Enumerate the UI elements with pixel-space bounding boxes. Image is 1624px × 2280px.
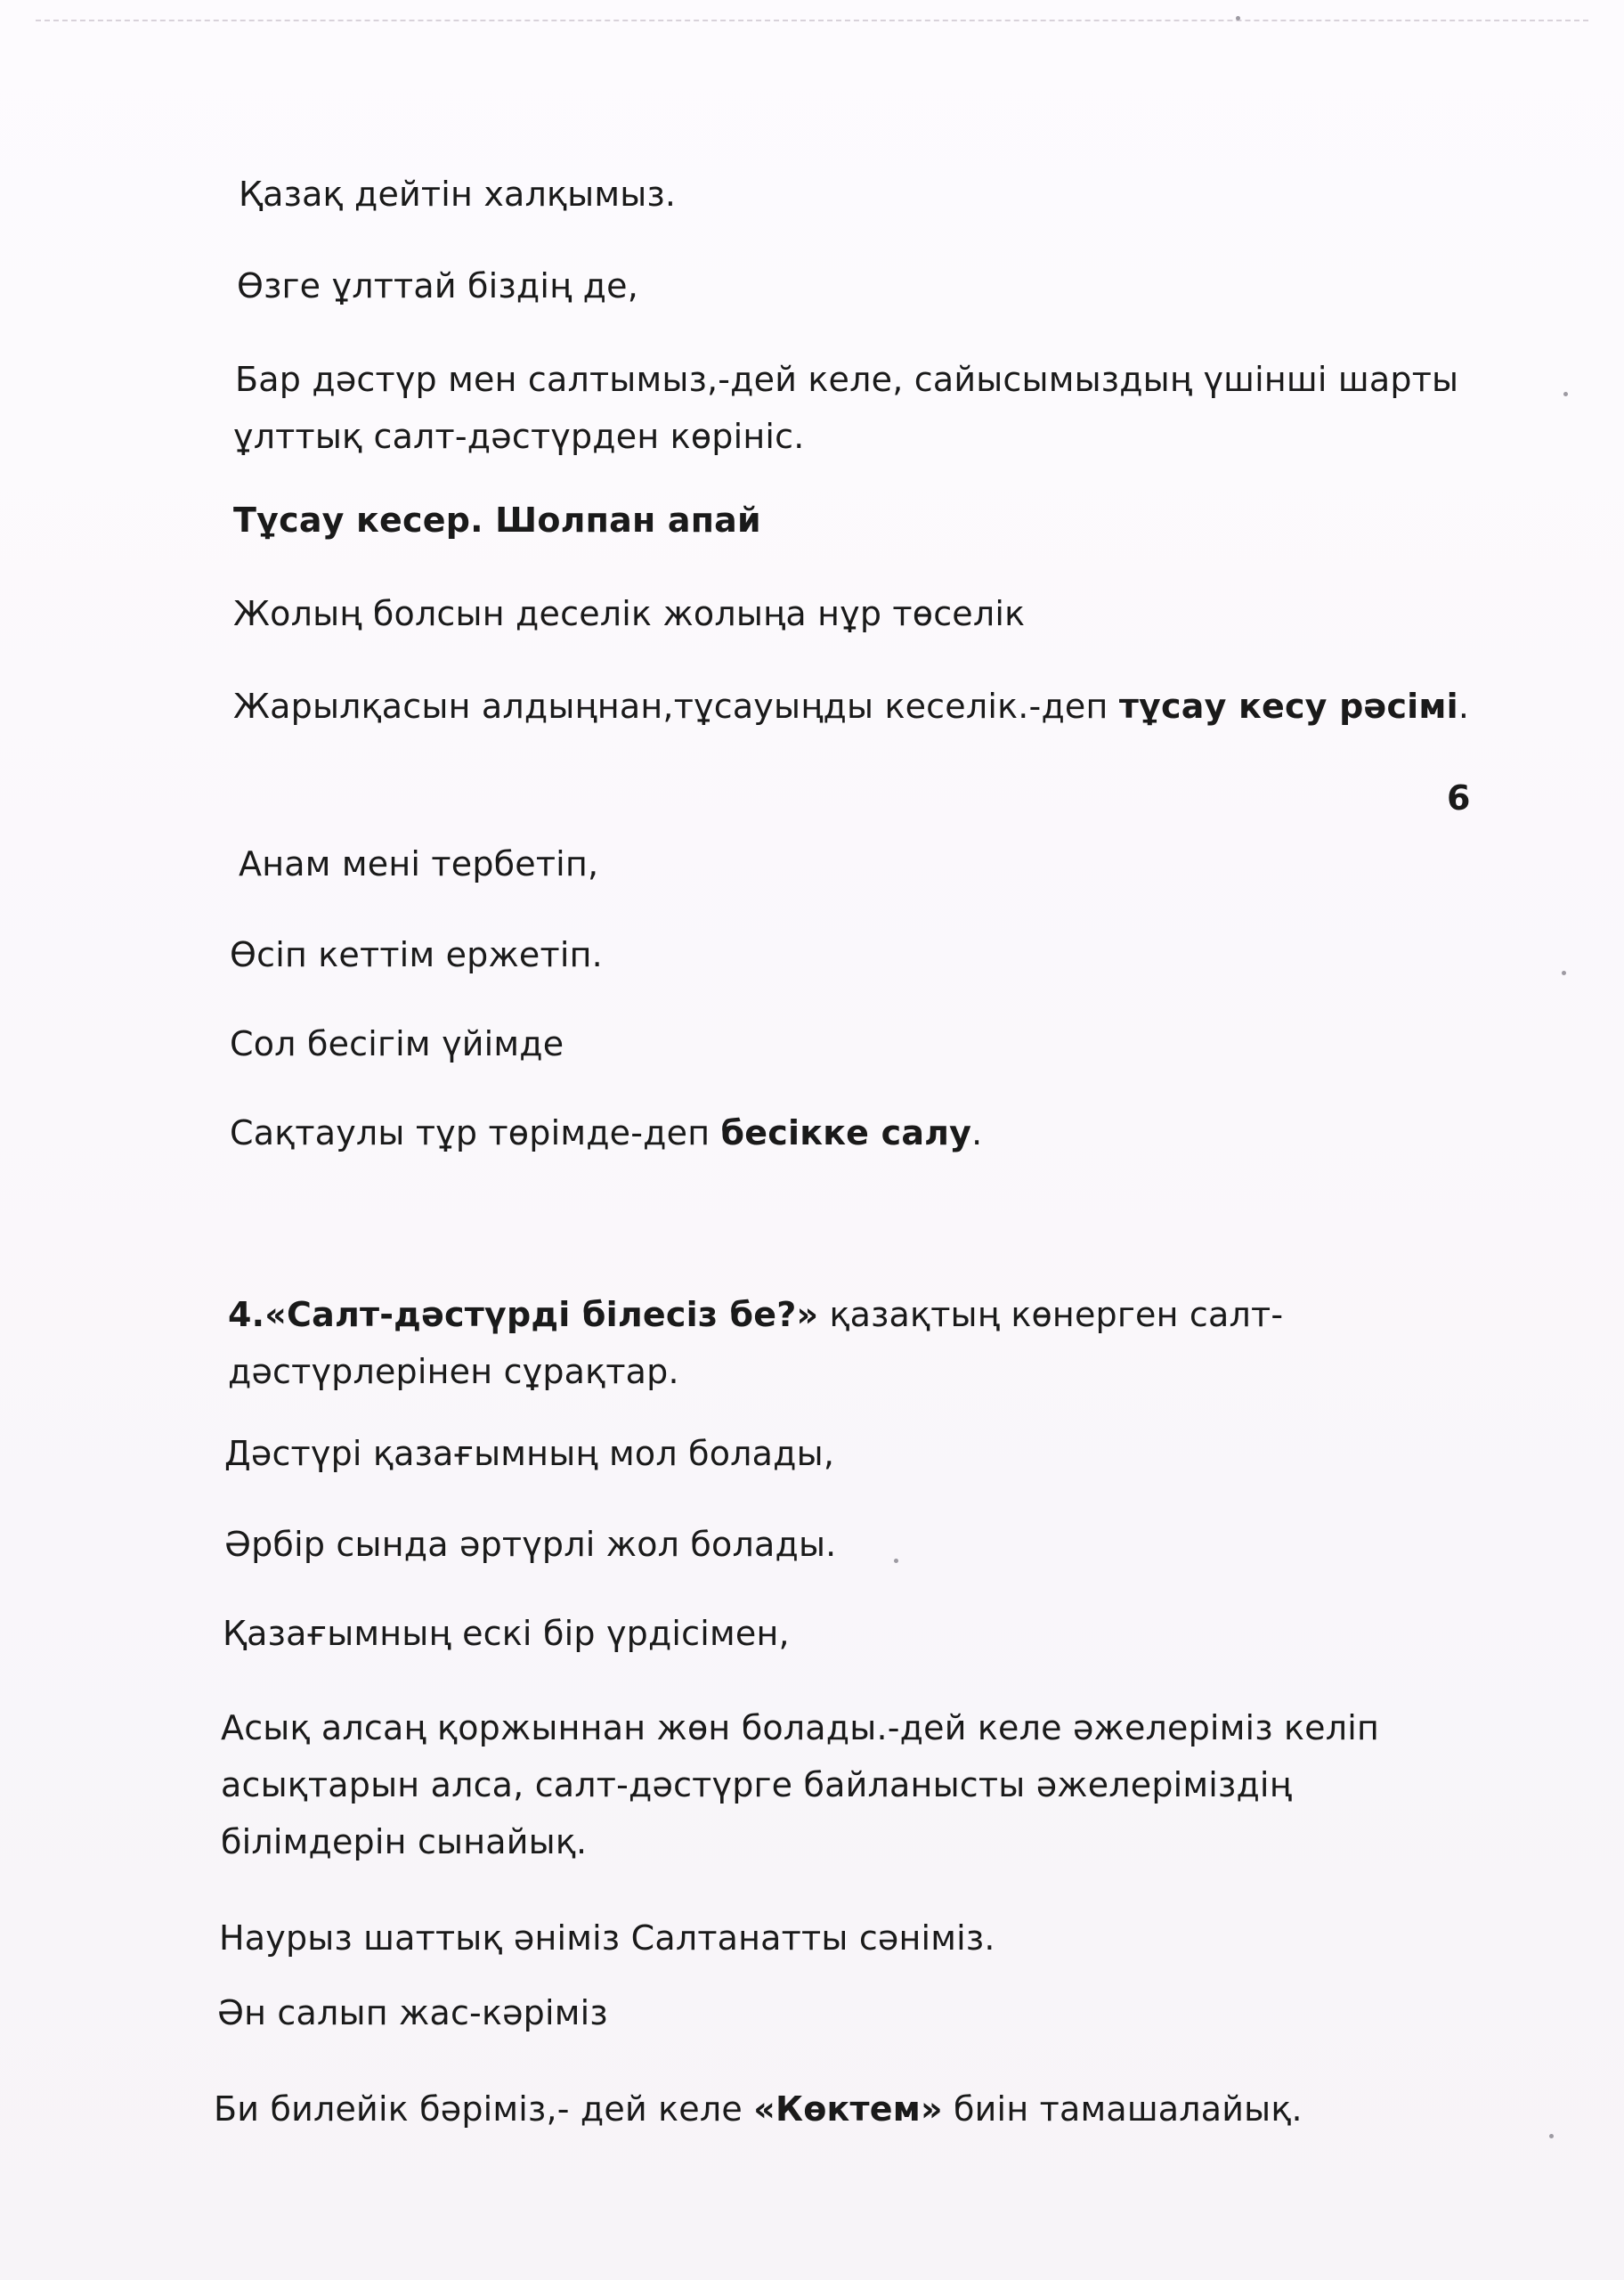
text-span: . [1458, 687, 1470, 726]
bold-term: тұсау кесу рәсімі [1118, 687, 1458, 726]
text-span: қазақтың көнерген салт- [818, 1295, 1284, 1334]
text-line: Наурыз шаттық әніміз Салтанатты сәніміз. [219, 1918, 995, 1958]
section-heading: 4.«Салт-дәстүрді білесіз бе?» [228, 1295, 819, 1334]
text-span: . [971, 1113, 983, 1152]
page-number: 6 [1447, 778, 1471, 818]
text-line: Өсіп кеттім ержетіп. [230, 935, 603, 974]
section-heading: Тұсау кесер. Шолпан апай [233, 501, 761, 540]
bold-term: бесікке салу [720, 1113, 972, 1152]
text-span: Би билейік бәріміз,- дей келе [214, 2089, 754, 2129]
text-line: Қазақ дейтін халқымыз. [239, 175, 677, 214]
top-divider [36, 20, 1588, 21]
text-line: Әрбір сында әртүрлі жол болады. [224, 1525, 837, 1564]
text-span: Сақтаулы тұр төрімде-деп [230, 1113, 721, 1152]
text-line: Сол бесігім үйімде [230, 1024, 564, 1063]
text-line: Анам мені тербетіп, [239, 844, 599, 884]
text-line: Ән салып жас-кәріміз [217, 1993, 608, 2032]
text-line: ұлттық салт-дәстүрден көрініс. [233, 417, 805, 456]
text-line [230, 1108, 982, 1158]
text-span: Жарылқасын алдыңнан,тұсауыңды кеселік.-деп [233, 687, 1119, 726]
text-line: Дәстүрі қазағымның мол болады, [224, 1434, 835, 1473]
text-line: Қазағымның ескі бір үрдісімен, [223, 1614, 790, 1653]
scan-speck [1562, 971, 1566, 975]
text-line: Бар дәстүр мен салтымыз,-дей келе, сайысымыздың үшінші шарты [235, 360, 1459, 399]
text-line: асықтарын алса, салт-дәстүрге байланысты әжелеріміздің [221, 1765, 1292, 1804]
text-line [214, 2084, 1303, 2134]
text-line: білімдерін сынайық. [221, 1822, 588, 1861]
scan-speck [894, 1559, 898, 1563]
scan-speck [1549, 2134, 1554, 2138]
text-line: дәстүрлерінен сұрақтар. [228, 1352, 679, 1391]
text-line: Жолың болсын деселік жолыңа нұр төселік [233, 594, 1026, 633]
scan-speck [1236, 16, 1240, 20]
text-line: Асық алсаң қоржыннан жөн болады.-дей келе әжелеріміз келіп [221, 1708, 1380, 1747]
text-line [233, 681, 1469, 731]
bold-term: «Көктем» [753, 2089, 943, 2129]
scan-speck [1563, 392, 1568, 396]
text-line: Өзге ұлттай біздің де, [237, 266, 638, 305]
text-line [228, 1290, 1283, 1340]
text-span: биін тамашалайық. [942, 2089, 1303, 2129]
